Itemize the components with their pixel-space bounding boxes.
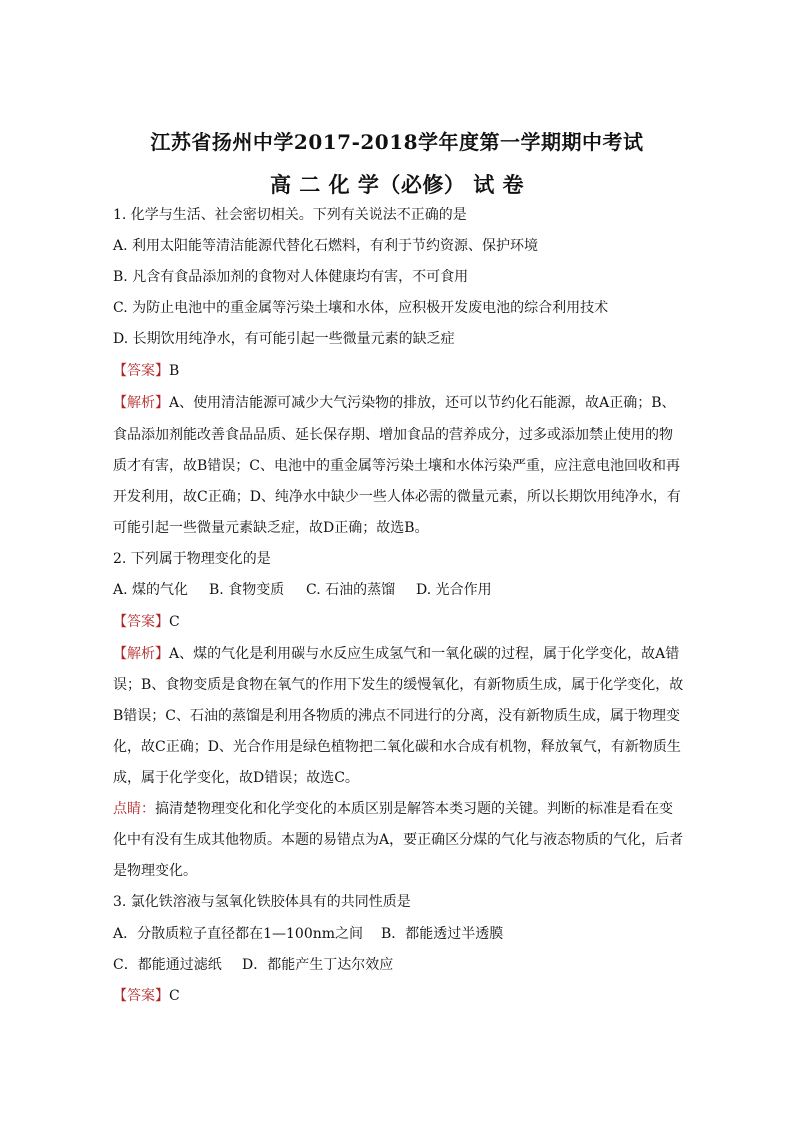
answer-label: 【答案】 (113, 614, 169, 630)
q2-analysis-line: 误；B、食物变质是食物在氧气的作用下发生的缓慢氧化，有新物质生成，属于化学变化，故 (113, 677, 684, 693)
q3-option-c: C．都能通过滤纸 (113, 957, 222, 973)
q2-analysis-line: 化，故C正确；D、光合作用是绿色植物把二氧化碳和水合成有机物，释放氧气，有新物质生 (113, 739, 681, 755)
answer-value: C (169, 614, 180, 630)
q3-answer (113, 987, 688, 1005)
q3-option-a: A．分散质粒子直径都在1—100nm之间 (113, 926, 364, 942)
analysis-text: A、煤的气化是利用碳与水反应生成氢气和一氧化碳的过程，属于化学变化，故A错 (169, 646, 680, 662)
q2-question: 2. 下列属于物理变化的是 (113, 551, 271, 567)
q1-question: 1. 化学与生活、社会密切相关。下列有关说法不正确的是 (113, 207, 467, 223)
q2-answer (113, 613, 688, 631)
analysis-text: A、使用清洁能源可减少大气污染物的排放，还可以节约化石能源，故A正确；B、 (169, 395, 676, 411)
answer-value: B (169, 363, 180, 379)
q2-options (113, 581, 688, 599)
q1-option-a: A. 利用太阳能等清洁能源代替化石燃料，有利于节约资源、保护环境 (113, 238, 539, 254)
exam-subtitle: 高 二 化 学（必修） 试 卷 (269, 172, 525, 197)
q2-tip-line (113, 800, 688, 818)
analysis-label: 【解析】 (113, 646, 169, 662)
q1-option-c: C. 为防止电池中的重金属等污染土壤和水体，应积极开发废电池的综合利用技术 (113, 300, 609, 316)
q2-option-a: A. 煤的气化 (113, 582, 189, 598)
q1-analysis-line (113, 394, 688, 412)
q2-analysis-line: B错误；C、石油的蒸馏是利用各物质的沸点不同进行的分离，没有新物质生成，属于物理变 (113, 708, 680, 724)
answer-label: 【答案】 (113, 363, 169, 379)
q2-analysis-line (113, 645, 688, 663)
q2-option-c: C. 石油的蒸馏 (306, 582, 396, 598)
q2-option-d: D. 光合作用 (416, 582, 492, 598)
q3-options-row2 (113, 956, 688, 974)
q3-question: 3. 氯化铁溶液与氢氧化铁胶体具有的共同性质是 (113, 894, 411, 910)
q2-tip-line: 是物理变化。 (113, 863, 197, 879)
tip-text: 搞清楚物理变化和化学变化的本质区别是解答本类习题的关键。判断的标准是看在变 (155, 801, 673, 817)
answer-label: 【答案】 (113, 988, 169, 1004)
q2-option-b: B. 食物变质 (209, 582, 285, 598)
q1-analysis-line: 食品添加剂能改善食品品质、延长保存期、增加食品的营养成分，过多或添加禁止使用的物 (113, 427, 673, 443)
analysis-label: 【解析】 (113, 395, 169, 411)
q2-tip-line: 化中有没有生成其他物质。本题的易错点为A，要正确区分煤的气化与液态物质的气化，后者 (113, 832, 684, 848)
q1-analysis-line: 开发利用，故C正确；D、纯净水中缺少一些人体必需的微量元素，所以长期饮用纯净水，有 (113, 489, 681, 505)
q3-option-d: D．都能产生丁达尔效应 (242, 957, 394, 973)
q1-option-d: D. 长期饮用纯净水，有可能引起一些微量元素的缺乏症 (113, 331, 455, 347)
q3-option-b: B．都能透过半透膜 (381, 926, 504, 942)
q3-options-row1 (113, 925, 688, 943)
q1-analysis-line: 可能引起一些微量元素缺乏症，故D正确；故选B。 (113, 520, 429, 536)
q1-option-b: B. 凡含有食品添加剂的食物对人体健康均有害，不可食用 (113, 269, 469, 285)
q1-analysis-line: 质才有害，故B错误；C、电池中的重金属等污染土壤和水体污染严重，应注意电池回收和再 (113, 458, 680, 474)
tip-label: 点睛： (113, 801, 155, 817)
q2-analysis-line: 成，属于化学变化，故D错误；故选C。 (113, 770, 359, 786)
q1-answer (113, 362, 688, 380)
answer-value: C (169, 988, 180, 1004)
exam-title: 江苏省扬州中学2017-2018学年度第一学期期中考试 (150, 130, 644, 154)
